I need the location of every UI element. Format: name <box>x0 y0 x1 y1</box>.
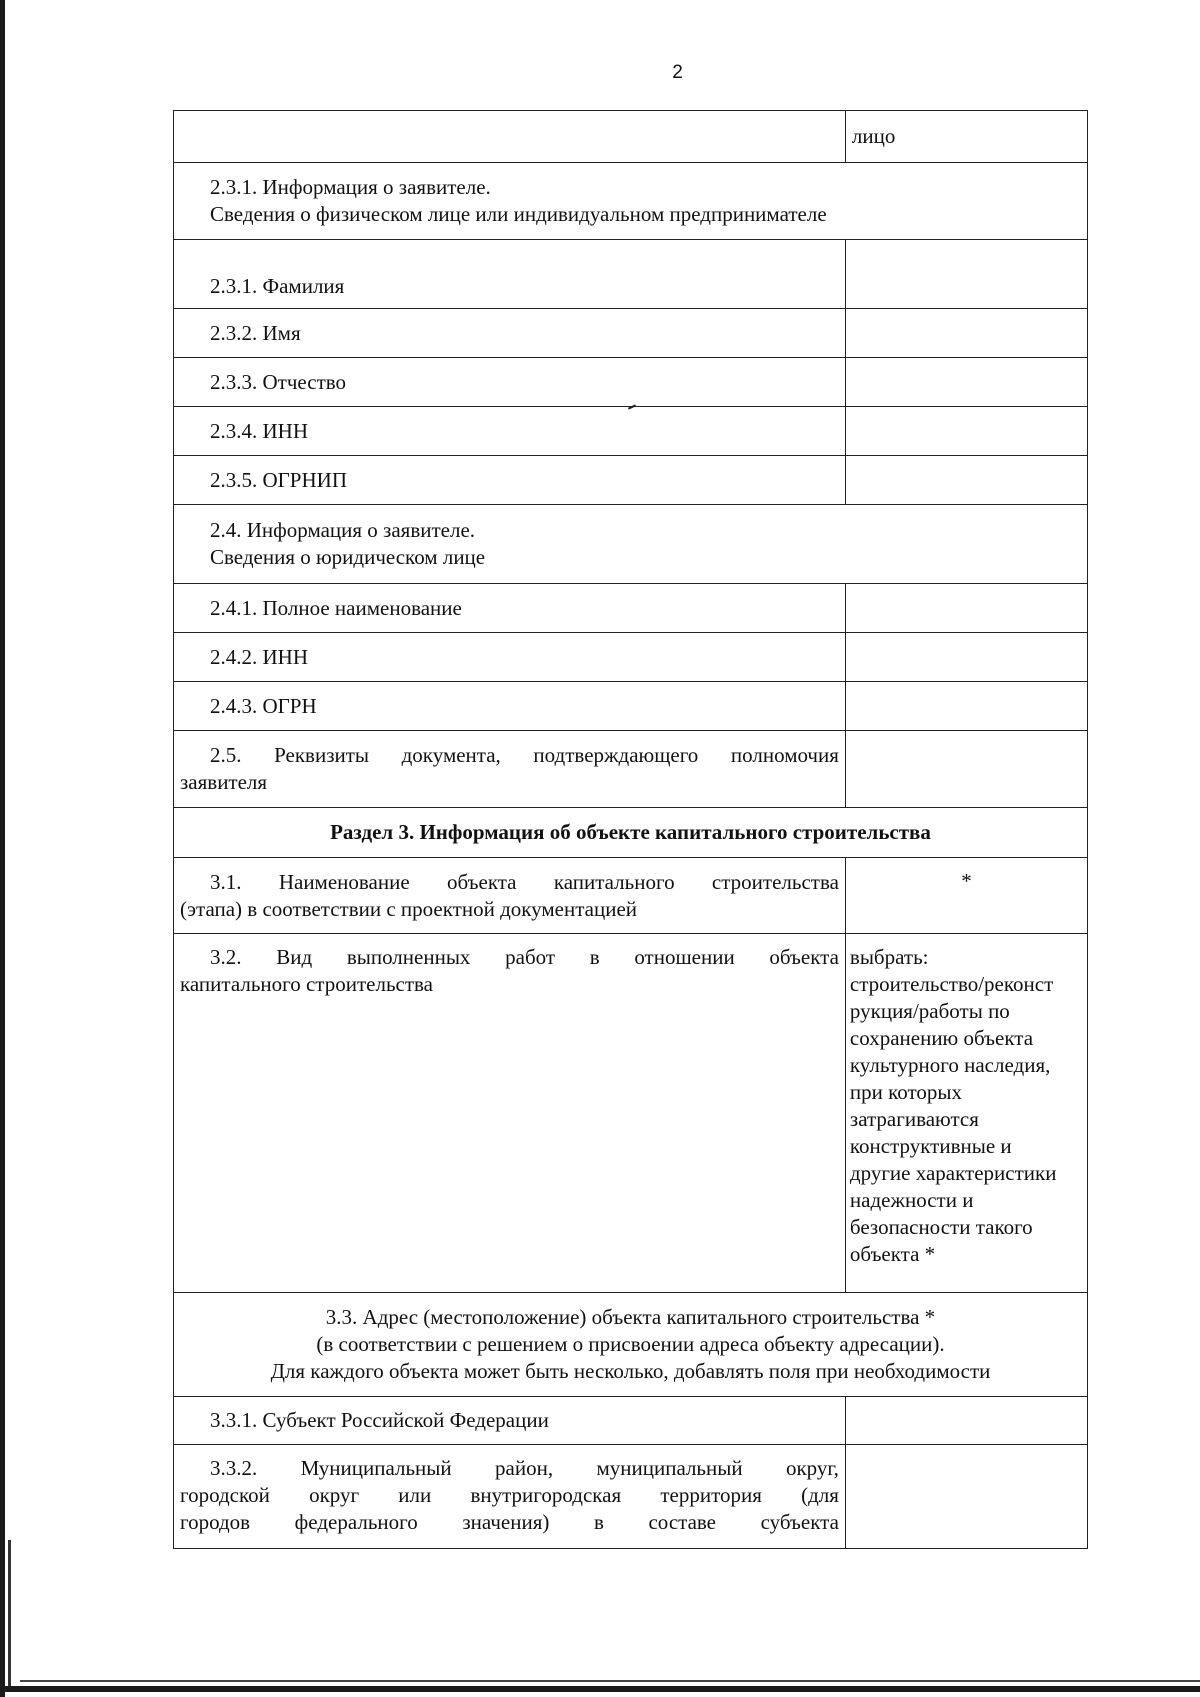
label-line: городской округ или внутригородская территория (для <box>180 1483 839 1507</box>
field-label: 2.3.1. Фамилия <box>174 240 846 309</box>
table-row <box>174 633 1088 682</box>
field-label: 2.4.2. ИНН <box>174 633 846 682</box>
section-header-row <box>174 505 1088 584</box>
field-label: 2.4.1. Полное наименование <box>174 584 846 633</box>
field-label <box>174 1445 846 1549</box>
field-label: 3.3.1. Субъект Российской Федерации <box>174 1397 846 1445</box>
section-title-row <box>174 808 1088 858</box>
table-row <box>174 111 1088 163</box>
option-line: объекта * <box>849 1242 936 1266</box>
field-label: 2.3.5. ОГРНИП <box>174 456 846 505</box>
field-value[interactable] <box>845 456 1087 505</box>
field-value[interactable] <box>845 682 1087 731</box>
field-label: 2.3.2. Имя <box>174 309 846 358</box>
table-row <box>174 456 1088 505</box>
option-line: строительство/реконст <box>849 972 1054 996</box>
section-header-row <box>174 1293 1088 1397</box>
applicant-legal-header <box>174 505 1088 584</box>
table-row <box>174 309 1088 358</box>
field-label: 2.3.4. ИНН <box>174 407 846 456</box>
section-3-title: Раздел 3. Информация об объекте капитального строительства <box>174 808 1088 858</box>
header-line: Для каждого объекта может быть несколько, добавлять поля при необходимости <box>270 1359 991 1383</box>
label-line: 3.1. Наименование объекта капитального строительства <box>210 869 839 894</box>
label-line: 2.5. Реквизиты документа, подтверждающего полномочия <box>210 743 839 767</box>
table-row <box>174 682 1088 731</box>
header-line: (в соответствии с решением о присвоении адреса объекту адресации). <box>316 1332 945 1356</box>
field-value[interactable] <box>845 633 1087 682</box>
field-label: 2.3.3. Отчество <box>174 358 846 407</box>
option-line: культурного наследия, <box>849 1053 1051 1077</box>
header-line: Сведения о физическом лице или индивидуальном предпринимателе <box>210 202 827 226</box>
field-value[interactable] <box>845 407 1087 456</box>
address-header <box>174 1293 1088 1397</box>
field-value[interactable] <box>845 309 1087 358</box>
field-value[interactable] <box>845 358 1087 407</box>
field-label <box>174 731 846 808</box>
header-line: 2.3.1. Информация о заявителе. <box>210 175 491 199</box>
application-form-table <box>173 110 1088 1549</box>
scan-left-edge <box>0 0 5 1697</box>
header-line: 2.4. Информация о заявителе. <box>210 518 476 542</box>
field-value[interactable] <box>845 731 1087 808</box>
table-row <box>174 407 1088 456</box>
section-header-row <box>174 163 1088 240</box>
required-marker: * <box>845 858 1087 934</box>
option-line: безопасности такого <box>849 1215 1033 1239</box>
field-value[interactable] <box>845 1445 1087 1549</box>
field-value[interactable] <box>845 584 1087 633</box>
field-label <box>174 858 846 934</box>
table-row <box>174 358 1088 407</box>
option-line: сохранению объекта <box>849 1026 1034 1050</box>
field-label: 2.4.3. ОГРН <box>174 682 846 731</box>
option-line: рукция/работы по <box>849 999 1010 1023</box>
header-line: Сведения о юридическом лице <box>210 545 486 569</box>
table-row <box>174 240 1088 309</box>
table-row <box>174 731 1088 808</box>
table-row <box>174 858 1088 934</box>
field-label <box>174 934 846 1293</box>
table-row <box>174 584 1088 633</box>
scan-bottom-edge <box>0 1686 1200 1692</box>
option-line: при которых <box>849 1080 963 1104</box>
page-number: 2 <box>672 62 683 83</box>
option-line: конструктивные и <box>849 1134 1012 1158</box>
scan-left-edge-mark <box>8 1540 11 1690</box>
value-cell: лицо <box>845 111 1087 163</box>
label-line: (этапа) в соответствии с проектной документацией <box>180 896 638 921</box>
label-line: 3.2. Вид выполненных работ в отношении объекта <box>210 945 839 969</box>
applicant-individual-header <box>174 163 1088 240</box>
label-line: капитального строительства <box>180 972 433 996</box>
table-row <box>174 1397 1088 1445</box>
table-row <box>174 1445 1088 1549</box>
field-value[interactable] <box>845 1397 1087 1445</box>
option-line: затрагиваются <box>849 1107 979 1131</box>
label-line: 3.3.2. Муниципальный район, муниципальный округ, <box>210 1456 839 1480</box>
field-value[interactable] <box>845 240 1087 309</box>
label-line: заявителя <box>180 770 268 794</box>
header-line: 3.3. Адрес (местоположение) объекта капитального строительства * <box>325 1305 936 1329</box>
option-line: выбрать: <box>849 945 929 969</box>
empty-cell <box>174 111 846 163</box>
scan-bottom-line <box>20 1680 1200 1682</box>
option-line: другие характеристики <box>849 1161 1057 1185</box>
table-row <box>174 934 1088 1293</box>
work-type-options <box>845 934 1087 1293</box>
option-line: надежности и <box>849 1188 974 1212</box>
label-line: городов федерального значения) в составе субъекта <box>180 1510 839 1534</box>
